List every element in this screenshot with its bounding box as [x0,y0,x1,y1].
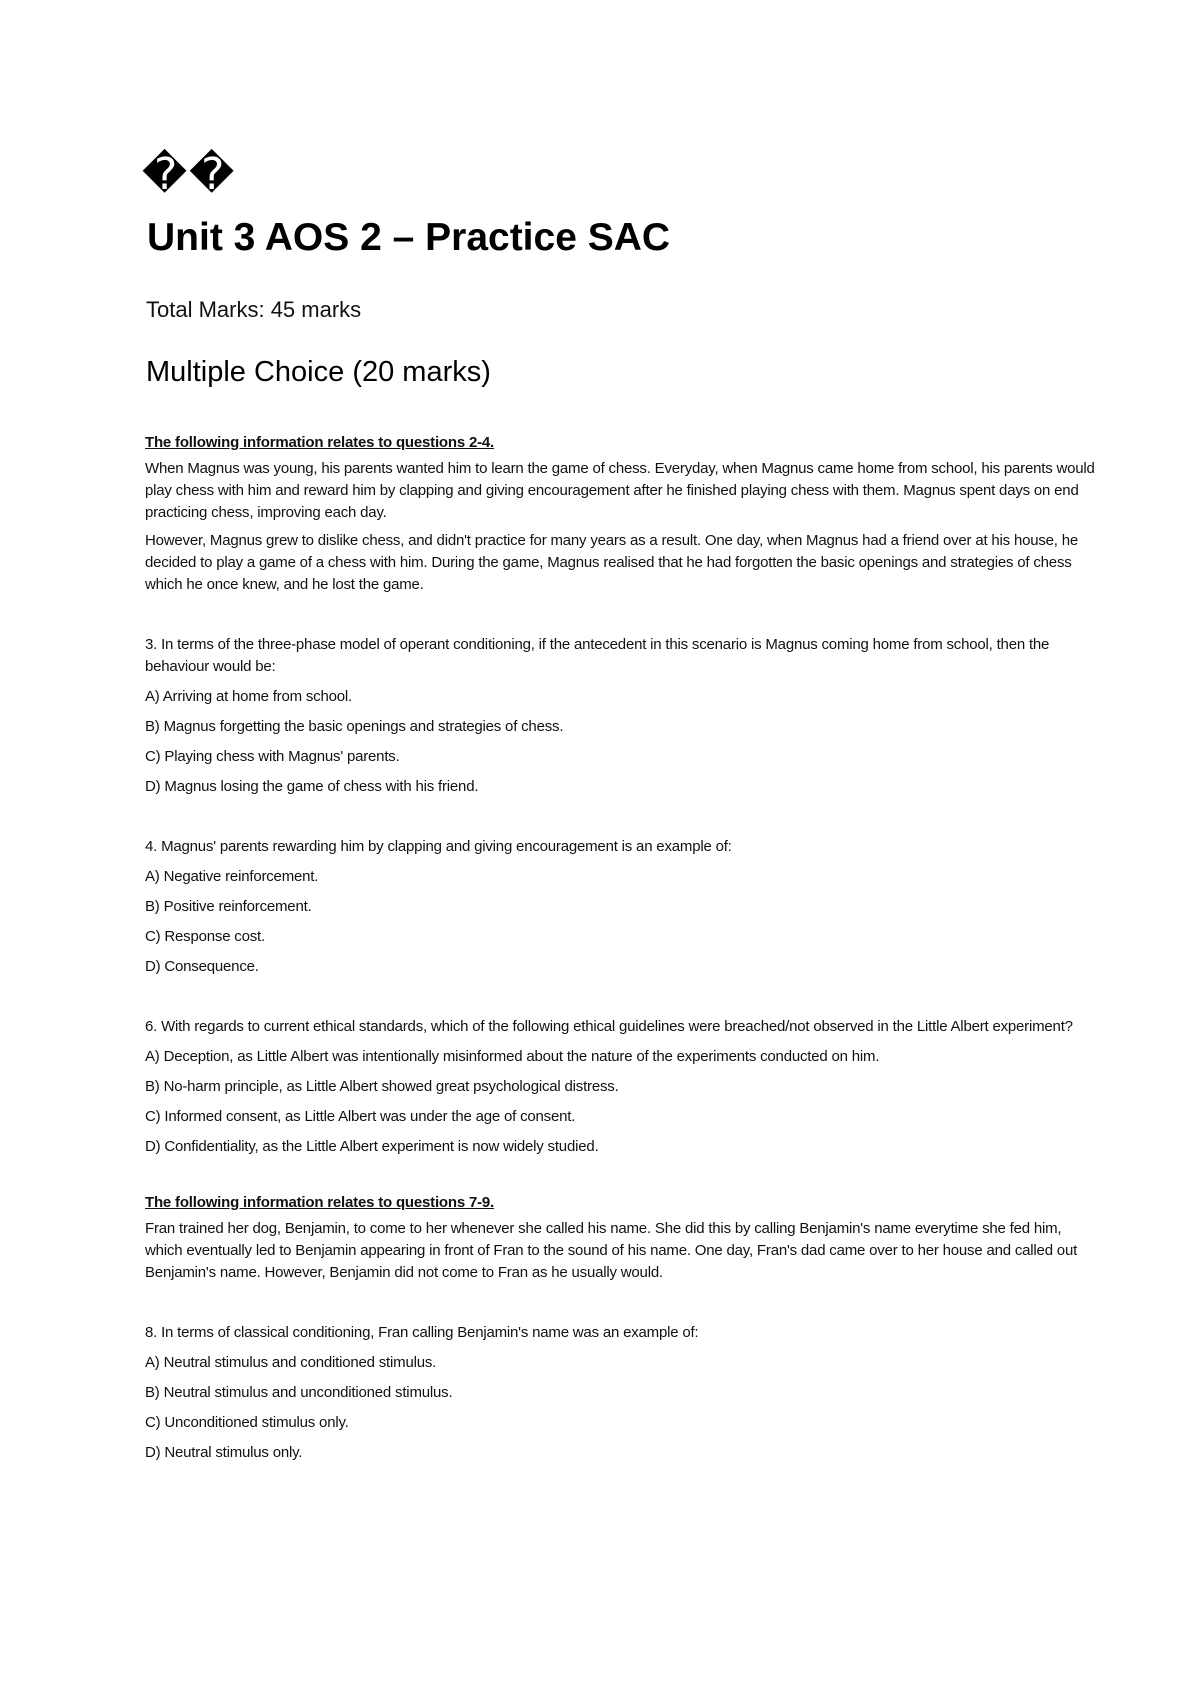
option-a: A) Neutral stimulus and conditioned stimulus. [145,1354,437,1371]
scenario-heading: The following information relates to questions 2-4. [145,434,494,451]
section-heading: Multiple Choice (20 marks) [146,356,491,388]
scenario-heading: The following information relates to questions 7-9. [145,1194,494,1211]
option-d: D) Consequence. [145,958,259,975]
option-d: D) Magnus losing the game of chess with his friend. [145,778,479,795]
option-b: B) Neutral stimulus and unconditioned stimulus. [145,1384,453,1401]
total-marks: Total Marks: 45 marks [146,297,362,322]
question-3: 3. In terms of the three-phase model of operant conditioning, if the antecedent in this scenario is Magnus coming home from school, then the behaviour would be: [145,636,1050,675]
scenario-paragraph: However, Magnus grew to dislike chess, and didn't practice for many years as a result. One day, when Magnus had a friend over at his house, he decided to play a game of a chess with him. During the game, Magnus realised that he had forgotten the basic openings and strategies of chess which he once knew, and he lost the game. [145,532,1079,593]
option-a: A) Deception, as Little Albert was intentionally misinformed about the nature of the experiments conducted on him. [145,1048,880,1065]
option-c: C) Response cost. [145,928,265,945]
question-8: 8. In terms of classical conditioning, Fran calling Benjamin's name was an example of: [145,1324,699,1341]
option-a: A) Arriving at home from school. [145,688,353,705]
scenario-paragraph: Fran trained her dog, Benjamin, to come to her whenever she called his name. She did this by calling Benjamin's name everytime she fed him, which eventually led to Benjamin appearing in front of Fran to the sound of his name. One day, Fran's dad came over to her house and called out Benjamin's name. However, Benjamin did not come to Fran as he usually would. [145,1220,1078,1281]
option-b: B) Magnus forgetting the basic openings and strategies of chess. [145,718,564,735]
option-c: C) Unconditioned stimulus only. [145,1414,349,1431]
option-c: C) Informed consent, as Little Albert was under the age of consent. [145,1108,576,1125]
scenario-paragraph: When Magnus was young, his parents wanted him to learn the game of chess. Everyday, when Magnus came home from school, his parents would play chess with him and reward him by clapping and giving encouragement after he finished playing chess with them. Magnus spent days on end practicing chess, improving each day. [145,460,1095,521]
document-content [145,432,1100,1472]
question-6: 6. With regards to current ethical standards, which of the following ethical guidelines were breached/not observed in the Little Albert experiment? [145,1018,1073,1035]
option-c: C) Playing chess with Magnus' parents. [145,748,400,765]
option-b: B) No-harm principle, as Little Albert showed great psychological distress. [145,1078,619,1095]
question-4: 4. Magnus' parents rewarding him by clapping and giving encouragement is an example of: [145,838,732,855]
document-title: Unit 3 AOS 2 – Practice SAC [147,216,671,259]
option-d: D) Confidentiality, as the Little Albert experiment is now widely studied. [145,1138,599,1155]
option-b: B) Positive reinforcement. [145,898,312,915]
option-d: D) Neutral stimulus only. [145,1444,303,1461]
replacement-glyphs: �� [142,149,237,200]
option-a: A) Negative reinforcement. [145,868,319,885]
